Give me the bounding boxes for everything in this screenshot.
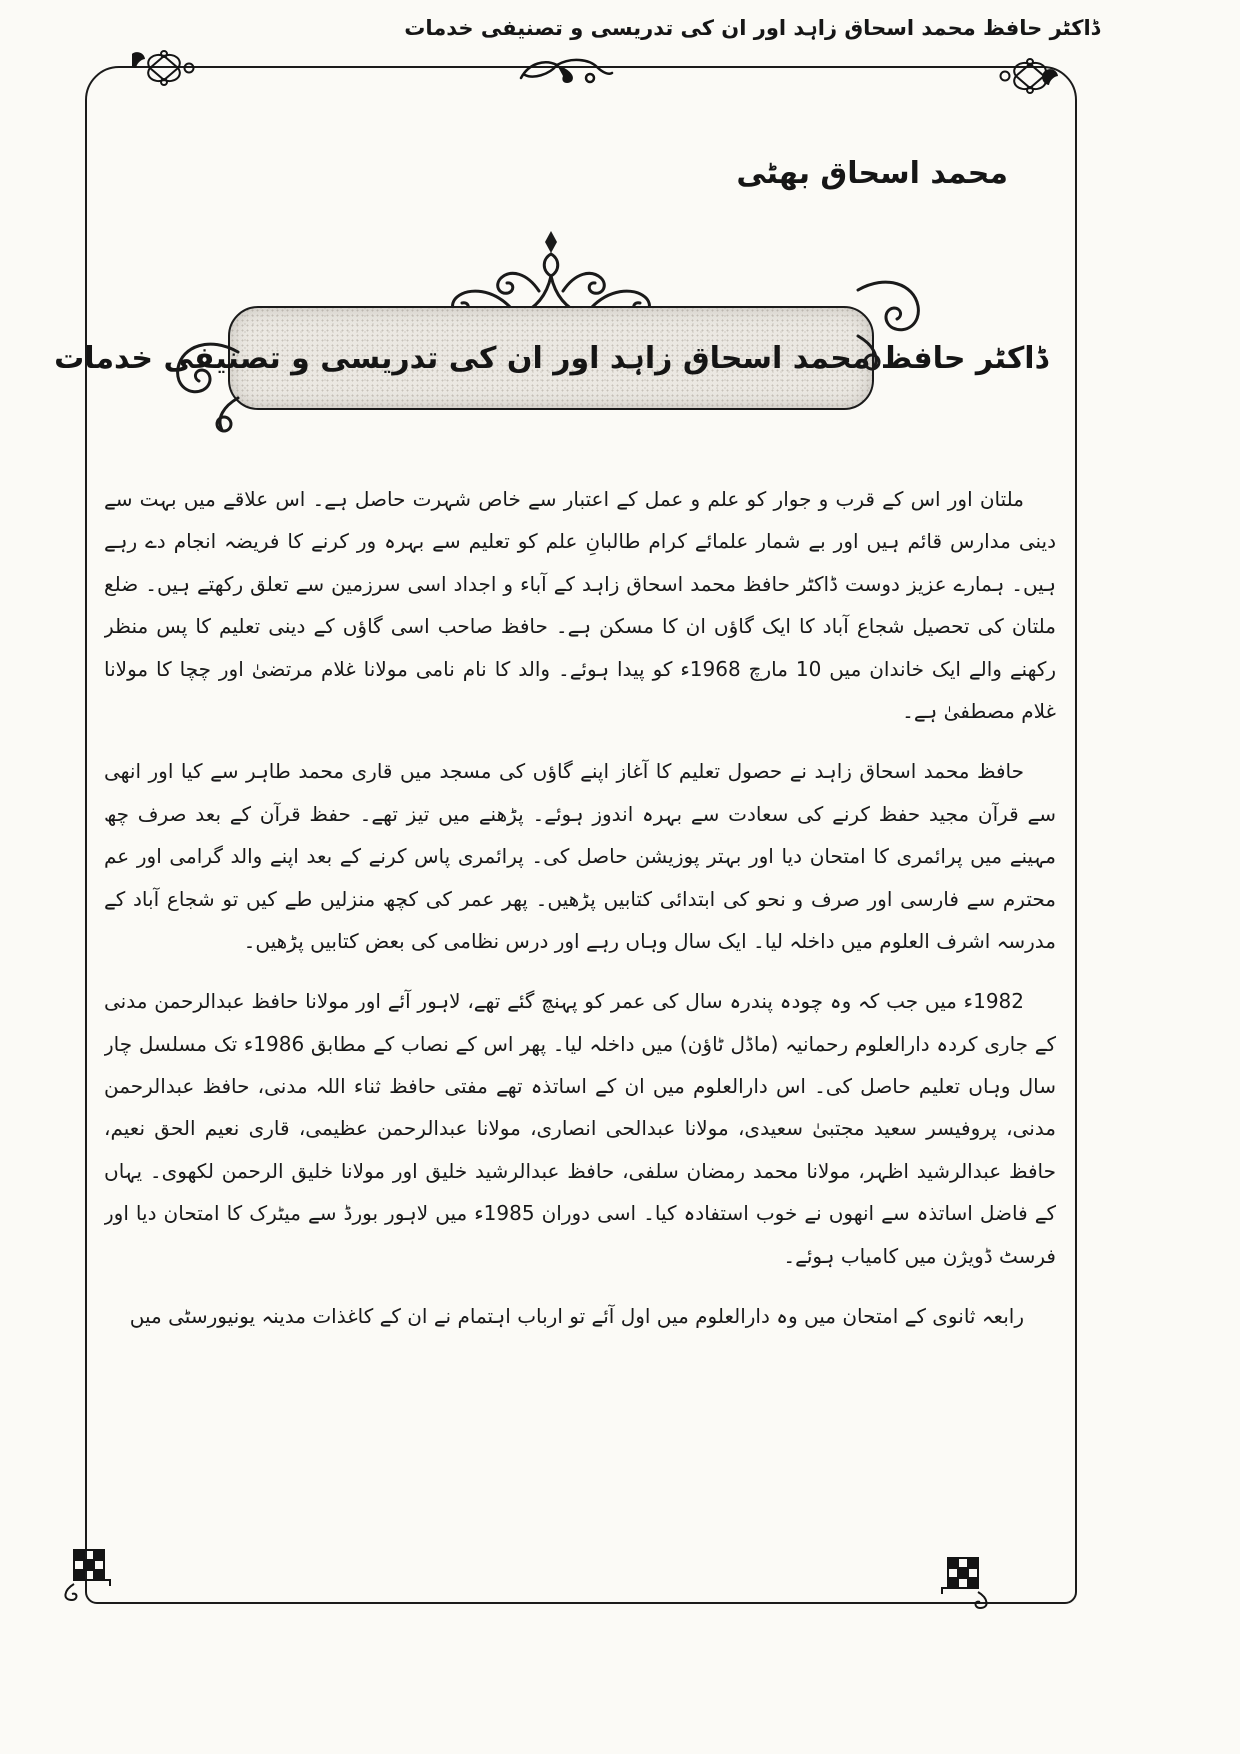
running-header: ڈاکٹر حافظ محمد اسحاق زاہد اور ان کی تدریسی و تصنیفی خدمات: [404, 16, 1100, 40]
crown-flourish-icon: [421, 228, 681, 318]
knot-ornament-icon: [132, 49, 196, 87]
knot-ornament-icon: [998, 57, 1062, 95]
paragraph-3: 1982ء میں جب کہ وہ چودہ پندرہ سال کی عمر کو پہنچ گئے تھے، لاہور آئے اور مولانا حافظ عبدالرحمن مدنی کے جاری کردہ دارالعلوم رحمانیہ (ماڈل ٹاؤن) میں داخلہ لیا۔ پھر اس کے نصاب کے مطابق 1986ء تک مسلسل چار سال وہاں تعلیم حاصل کی۔ اس دارالعلوم میں ان کے اساتذہ تھے مفتی حافظ ثناء اللہ مدنی، حافظ عبدالرحمن مدنی، پروفیسر سعید مجتبیٰ سعیدی، مولانا عبدالحی انصاری، مولانا عبدالرحمن عظیمی، قاری نعیم الحق نعیم، حافظ عبدالرشید اظہر، مولانا محمد رمضان سلفی، حافظ عبدالرشید خلیق اور مولانا خلیق الرحمن لکھوی۔ یہاں کے فاضل اساتذہ سے انھوں نے خوب استفادہ کیا۔ اسی دوران 1985ء میں لاہور بورڈ سے میٹرک کا امتحان دیا اور فرسٹ ڈویژن میں کامیاب ہوئے۔: [104, 989, 1056, 1268]
leaf-swirl-icon: [518, 54, 614, 88]
paragraph-1: ملتان اور اس کے قرب و جوار کو علم و عمل کے اعتبار سے خاص شہرت حاصل ہے۔ اس علاقے میں بہت سے دینی مدارس قائم ہیں اور بے شمار علمائے کرام طالبانِ علم کو تعلیم سے بہرہ ور کرنے کا فریضہ انجام دے رہے ہیں۔ ہمارے عزیز دوست ڈاکٹر حافظ محمد اسحاق زاہد کے آباء و اجداد اسی سرزمین سے تعلق رکھتے ہیں۔ ضلع ملتان کی تحصیل شجاع آباد کا ایک گاؤں ان کا مسکن ہے۔ حافظ صاحب اسی گاؤں کے دینی تعلیم کا پس منظر رکھنے والے ایک خاندان میں 10 مارچ 1968ء کو پیدا ہوئے۔ والد کا نام نامی مولانا غلام مرتضیٰ اور چچا کا مولانا غلام مصطفیٰ ہے۔: [104, 487, 1056, 723]
swirl-flourish-right-icon: [856, 262, 930, 374]
paragraph-4: رابعہ ثانوی کے امتحان میں وہ دارالعلوم میں اول آئے تو ارباب اہتمام نے ان کے کاغذات مدینہ یونیورسٹی میں: [129, 1304, 1024, 1329]
chapter-title: ڈاکٹر حافظ محمد اسحاق زاہد اور ان کی تدریسی و تصنیفی خدمات: [54, 340, 1048, 376]
body-text: [104, 478, 1056, 1594]
title-banner: [54, 306, 1048, 410]
author-byline: محمد اسحاق بھٹی: [736, 156, 1008, 191]
paragraph-2: حافظ محمد اسحاق زاہد نے حصول تعلیم کا آغاز اپنے گاؤں کی مسجد میں قاری محمد طاہر سے کیا اور انھی سے قرآن مجید حفظ کرنے کی سعادت سے بہرہ اندوز ہوئے۔ پڑھنے میں تیز تھے۔ حفظ قرآن کے بعد صرف چھ مہینے میں پرائمری کا امتحان دیا اور بہتر پوزیشن حاصل کی۔ پرائمری پاس کرنے کے بعد اپنے والد گرامی اور عم محترم سے فارسی اور صرف و نحو کی ابتدائی کتابیں پڑھیں۔ پھر عمر کی کچھ منزلیں طے کیں تو شجاع آباد کے مدرسہ اشرف العلوم میں داخلہ لیا۔ ایک سال وہاں رہے اور درس نظامی کی بعض کتابیں پڑھیں۔: [104, 759, 1056, 953]
title-banner-group: [54, 228, 1048, 410]
swirl-flourish-left-icon: [166, 324, 240, 436]
